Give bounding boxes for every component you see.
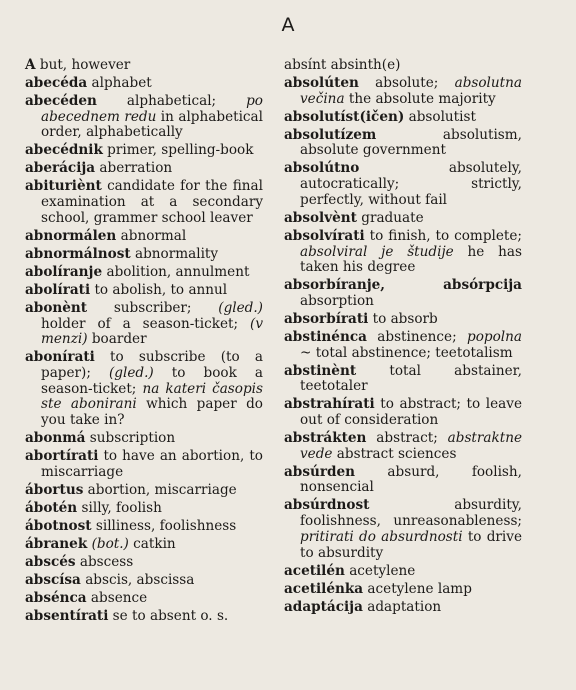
entry-definition: he has taken his degree [300, 243, 523, 276]
entry-definition: which paper do you take in? [41, 396, 263, 429]
entry-definition: to abstract; to leave out of consideration [300, 396, 522, 429]
entry-definition: the absolute majority [344, 90, 496, 107]
entry-headword: abecéden [25, 93, 97, 109]
entry-definition: abnormality [130, 245, 219, 262]
dictionary-entry [25, 537, 263, 553]
entry-definition: catkin [128, 535, 176, 552]
dictionary-entry [284, 58, 522, 74]
entry-headword: abituriènt [25, 178, 102, 195]
entry-headword: ábotén [25, 499, 78, 516]
dictionary-entry [284, 431, 522, 462]
dictionary-entry [284, 600, 522, 616]
entry-definition: abstinence; [366, 328, 468, 345]
dictionary-entry [284, 278, 522, 309]
entry-definition: graduate [356, 209, 424, 226]
dictionary-entry [25, 519, 263, 535]
entry-definition: absinth(e) [326, 57, 401, 73]
entry-definition: abstract sciences [332, 445, 457, 462]
entry-headword: absolvírati [284, 227, 365, 244]
dictionary-entry [25, 58, 263, 74]
dictionary-entry [25, 301, 263, 348]
dictionary-entry [25, 350, 263, 429]
dictionary-entry [25, 555, 263, 571]
entry-example: popolna ~ [300, 328, 522, 361]
entry-definition: absence [86, 589, 148, 606]
entry-headword: abstinénca [284, 328, 367, 345]
entry-definition: holder of a season-ticket; [41, 315, 251, 332]
entry-headword: abstinènt [284, 362, 357, 379]
entry-headword: adaptácija [284, 598, 363, 615]
entry-headword: absúrdnost [284, 497, 370, 514]
entry-headword: abortírati [25, 448, 99, 465]
entry-definition: abstract; [366, 430, 448, 447]
entry-example: absolviral je študije [300, 243, 454, 260]
entry-definition: acetylene [344, 562, 416, 579]
dictionary-entry [25, 609, 263, 625]
dictionary-entry [284, 498, 522, 561]
entry-definition: boarder [87, 331, 147, 348]
dictionary-entry [284, 312, 522, 328]
entry-example: (gled.) [218, 299, 263, 316]
dictionary-entry [284, 465, 522, 496]
dictionary-entry [284, 128, 522, 159]
entry-definition: to abolish, to annul [90, 281, 228, 298]
entry-definition: absurd, foolish, nonsencial [300, 463, 522, 496]
entry-definition: abolition, annulment [102, 263, 250, 280]
entry-headword: aberácija [25, 160, 96, 177]
entry-headword: ábranek [25, 535, 88, 552]
entry-definition: total abstainer, teetotaler [300, 362, 522, 395]
entry-headword: ábortus [25, 481, 84, 498]
entry-headword: absorbíranje, absórpcija [284, 277, 522, 294]
entry-headword: abnormálnost [25, 245, 131, 262]
entry-example: po abecednem redu [41, 93, 263, 125]
entry-definition: abscis, abscissa [80, 571, 195, 588]
dictionary-entry [284, 161, 522, 208]
entry-definition: absurdity, foolishness, unreasonableness; [300, 497, 522, 530]
entry-headword: absolvènt [284, 209, 357, 226]
dictionary-entry [284, 229, 522, 276]
dictionary-entry [25, 143, 263, 159]
entry-example: pritirati do absurdnosti [300, 528, 463, 545]
dictionary-entry [25, 265, 263, 281]
entry-definition: to have an abortion, to miscarriage [41, 448, 263, 480]
dictionary-entry [25, 431, 263, 447]
entry-example: (v menzi) [41, 315, 263, 348]
entry-example: (gled.) [109, 364, 154, 381]
section-letter: A [281, 14, 295, 36]
dictionary-entry [25, 591, 263, 607]
dictionary-entry [25, 229, 263, 245]
entry-headword: absentírati [25, 607, 109, 624]
entry-headword: absolutíst(ičen) [284, 108, 405, 125]
entry-definition: to book a season-ticket; [41, 364, 263, 397]
entry-headword: absínt [284, 57, 327, 73]
entry-headword: abstrákten [284, 430, 367, 447]
entry-definition: adaptation [362, 598, 442, 615]
entry-definition: but, however [35, 57, 131, 73]
entry-definition: se to absent o. s. [108, 607, 229, 624]
entry-definition: subscription [85, 430, 176, 447]
dictionary-entry [284, 76, 522, 107]
dictionary-entry [25, 247, 263, 263]
entry-headword: abséncа [25, 589, 87, 606]
dictionary-entry [25, 179, 263, 226]
entry-definition: to absorb [368, 310, 438, 327]
entry-headword: absolútno [284, 160, 360, 177]
entry-definition: aberration [95, 160, 173, 177]
entry-headword: abstrahírati [284, 396, 375, 413]
entry-definition: silliness, foolishness [91, 517, 237, 534]
entry-definition: abnormal [116, 227, 187, 244]
dictionary-entry [25, 501, 263, 517]
dictionary-entry [284, 211, 522, 227]
dictionary-entry [284, 330, 522, 361]
entry-definition: to subscribe (to a paper); [41, 349, 263, 381]
entry-definition: candidate for the final examination at a secondary school, grammer school leaver [41, 178, 263, 226]
dictionary-entry [25, 76, 263, 92]
entry-definition: primer, spelling-book [102, 142, 254, 159]
entry-headword: acetilén [284, 562, 345, 579]
entry-example: na kateri časopis ste abonirani [41, 380, 263, 413]
entry-definition: to finish, to complete; [364, 227, 522, 244]
entry-definition: absolutely, autocratically; strictly, perfectly, without fail [300, 160, 522, 208]
dictionary-entry [25, 94, 263, 141]
entry-definition: absolutist [404, 108, 476, 125]
entry-definition: abscess [75, 553, 134, 570]
entry-example: absolutna večina [300, 75, 522, 107]
right-column [284, 58, 522, 618]
entry-definition: abortion, miscarriage [83, 481, 237, 498]
entry-definition: acetylene lamp [363, 580, 472, 597]
entry-definition: absorption [300, 292, 374, 309]
entry-headword: abscísa [25, 571, 81, 588]
left-column [25, 58, 263, 627]
entry-headword: absúrden [284, 463, 356, 480]
entry-headword: absolutízem [284, 126, 377, 143]
dictionary-entry [284, 397, 522, 428]
dictionary-entry [284, 110, 522, 126]
dictionary-entry [25, 573, 263, 589]
dictionary-entry [25, 161, 263, 177]
entry-headword: A [25, 57, 36, 73]
entry-headword: abscés [25, 553, 76, 570]
dictionary-entry [284, 582, 522, 598]
entry-definition: alphabetical; [96, 93, 247, 109]
entry-headword: acetilénka [284, 580, 364, 597]
entry-definition: absolute; [358, 75, 455, 91]
entry-example: (bot.) [91, 535, 129, 552]
dictionary-entry [25, 483, 263, 499]
dictionary-entry [25, 449, 263, 480]
entry-definition: subscriber; [87, 299, 219, 316]
entry-definition: in alphabetical order, alphabetically [41, 108, 263, 141]
entry-headword: abonírati [25, 349, 95, 366]
entry-definition: silly, foolish [77, 499, 162, 516]
entry-example: abstraktne vede [300, 430, 522, 462]
dictionary-entry [284, 364, 522, 395]
dictionary-entry [284, 564, 522, 580]
entry-headword: abonènt [25, 299, 88, 316]
entry-headword: abolíranje [25, 263, 103, 280]
dictionary-entry [25, 283, 263, 299]
entry-definition: alphabet [87, 75, 152, 91]
entry-definition: absolutism, absolute government [300, 126, 522, 159]
entry-headword: abonmá [25, 430, 86, 447]
entry-definition: to drive to absurdity [300, 528, 523, 561]
entry-headword: abecédnik [25, 142, 103, 159]
entry-headword: ábotnost [25, 517, 92, 534]
entry-headword: abolírati [25, 281, 91, 298]
entry-headword: absolúten [284, 75, 359, 91]
entry-headword: abnormálen [25, 227, 117, 244]
entry-headword: abecéda [25, 75, 88, 91]
entry-definition: total abstinence; teetotalism [311, 344, 513, 361]
entry-headword: absorbírati [284, 310, 369, 327]
